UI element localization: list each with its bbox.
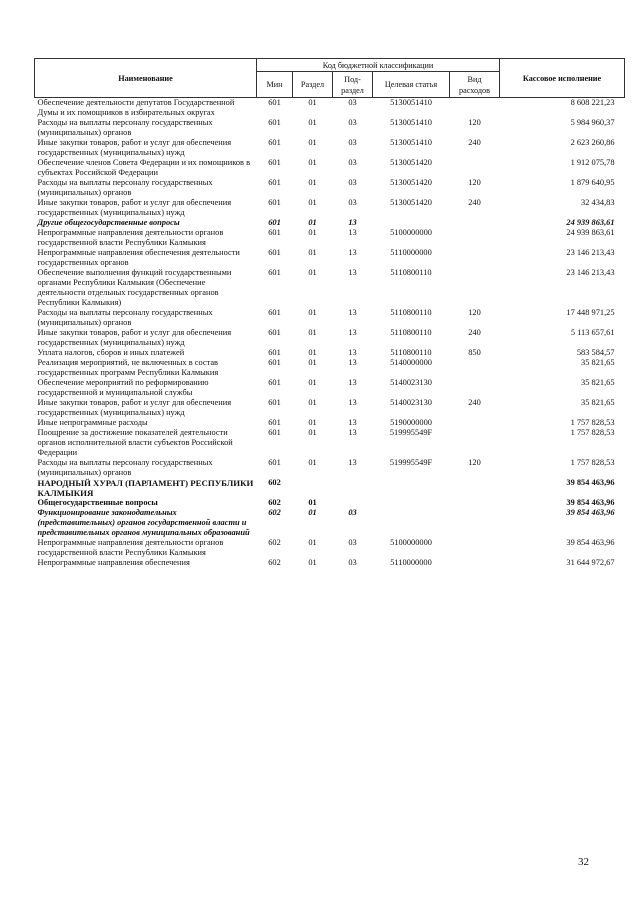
row-celevaya: 519995549F [389, 458, 433, 467]
row-razdel [293, 478, 333, 498]
row-celevaya: 5110800110 [390, 348, 432, 357]
row-podrazdel: 03 [348, 538, 357, 547]
row-razdel: 01 [308, 348, 317, 357]
table-row [35, 328, 625, 348]
row-celevaya: 5130051420 [390, 158, 432, 167]
row-sum: 39 854 463,96 [566, 538, 615, 547]
row-name: Расходы на выплаты персоналу государственных (муниципальных) органов [37, 118, 213, 137]
row-vid [450, 478, 500, 498]
row-name: Поощрение за достижение показателей деятельности органов исполнительной власти субъектов Российской Федерации [37, 428, 233, 457]
row-min: 601 [268, 118, 281, 127]
table-row [35, 498, 625, 508]
row-podrazdel: 13 [348, 268, 357, 277]
row-sum: 8 608 221,23 [570, 98, 615, 107]
row-vid [450, 228, 500, 248]
table-row [35, 458, 625, 478]
row-celevaya: 5130051410 [390, 138, 432, 147]
row-podrazdel: 13 [348, 328, 357, 337]
row-sum: 39 854 463,96 [566, 508, 615, 517]
row-min: 601 [268, 228, 281, 237]
row-min: 602 [268, 478, 281, 487]
row-vid [450, 218, 500, 228]
row-name: Иные закупки товаров, работ и услуг для обеспечения государственных (муниципальных) нужд [37, 198, 232, 217]
row-podrazdel: 13 [348, 458, 357, 467]
row-min: 601 [268, 378, 281, 387]
row-podrazdel: 13 [348, 428, 357, 437]
row-razdel: 01 [308, 268, 317, 277]
row-celevaya: 5110800110 [390, 328, 432, 337]
row-min: 601 [268, 428, 281, 437]
budget-table [34, 58, 625, 568]
row-razdel: 01 [308, 508, 317, 517]
row-sum: 17 448 971,25 [566, 308, 615, 317]
row-vid [450, 418, 500, 428]
row-podrazdel: 03 [348, 138, 357, 147]
table-row [35, 178, 625, 198]
row-sum: 1 912 075,78 [570, 158, 615, 167]
row-razdel: 01 [308, 308, 317, 317]
table-row [35, 218, 625, 228]
row-celevaya [373, 478, 450, 498]
row-vid: 240 [468, 138, 481, 147]
row-sum: 24 939 863,61 [566, 228, 615, 237]
row-podrazdel [333, 478, 373, 498]
row-min: 601 [268, 138, 281, 147]
row-min: 601 [268, 198, 281, 207]
table-row [35, 508, 625, 538]
table-row [35, 428, 625, 458]
row-razdel: 01 [308, 398, 317, 407]
row-vid [450, 248, 500, 268]
row-podrazdel: 03 [348, 508, 357, 517]
table-row [35, 118, 625, 138]
row-razdel: 01 [308, 458, 317, 467]
row-name: Расходы на выплаты персоналу государственных (муниципальных) органов [37, 178, 213, 197]
row-podrazdel: 03 [348, 118, 357, 127]
row-celevaya: 5140023130 [390, 398, 432, 407]
row-podrazdel: 13 [348, 358, 357, 367]
row-vid: 120 [468, 458, 481, 467]
row-podrazdel: 03 [348, 178, 357, 187]
header-vid: Вид расходов [450, 72, 500, 98]
row-razdel: 01 [308, 228, 317, 237]
row-name: Обеспечение выполнения функций государственными органами Республики Калмыкия (Обеспечение деятельности отдельных государственных органов Республики Калмыкия) [37, 268, 232, 307]
table-header [35, 59, 625, 98]
row-min: 601 [268, 308, 281, 317]
row-celevaya: 519995549F [389, 428, 433, 437]
header-celevaya: Целевая статья [373, 72, 450, 98]
row-razdel: 01 [308, 358, 317, 367]
row-name: Непрограммные направления деятельности органов государственной власти Республики Калмыкия [37, 228, 224, 247]
row-min: 602 [268, 498, 281, 507]
row-celevaya: 5110000000 [390, 558, 432, 567]
row-vid [450, 268, 500, 308]
row-sum: 5 984 960,37 [570, 118, 615, 127]
header-code-group: Код бюджетной классификации [257, 59, 500, 72]
row-sum: 39 854 463,96 [566, 498, 615, 507]
row-sum: 1 757 828,53 [570, 428, 615, 437]
table-body [35, 98, 625, 569]
row-vid: 850 [468, 348, 481, 357]
table-row [35, 358, 625, 378]
row-min: 601 [268, 158, 281, 167]
row-celevaya: 5130051410 [390, 98, 432, 107]
row-vid [450, 428, 500, 458]
row-name: Иные закупки товаров, работ и услуг для обеспечения государственных (муниципальных) нужд [37, 328, 232, 347]
row-min: 601 [268, 458, 281, 467]
row-razdel: 01 [308, 198, 317, 207]
row-vid [450, 498, 500, 508]
row-min: 601 [268, 358, 281, 367]
table-row [35, 268, 625, 308]
row-sum: 5 113 657,61 [570, 328, 615, 337]
header-min: Мин [257, 72, 293, 98]
table-row [35, 348, 625, 358]
row-min: 602 [268, 538, 281, 547]
row-razdel: 01 [308, 158, 317, 167]
row-min: 601 [268, 418, 281, 427]
table-row [35, 378, 625, 398]
header-podrazdel: Под-раздел [333, 72, 373, 98]
row-name: Непрограммные направления обеспечения [37, 558, 190, 567]
table-row [35, 308, 625, 328]
row-name: Общегосударственные вопросы [37, 498, 158, 507]
row-celevaya: 5110000000 [390, 248, 432, 257]
row-podrazdel: 13 [348, 418, 357, 427]
table-row [35, 228, 625, 248]
row-name: Другие общегосударственные вопросы [37, 218, 180, 227]
row-podrazdel: 13 [348, 398, 357, 407]
row-sum: 32 434,83 [581, 198, 615, 207]
row-min: 602 [268, 558, 281, 567]
table-row [35, 98, 625, 119]
row-min: 602 [268, 508, 281, 517]
row-celevaya: 5110800110 [390, 268, 432, 277]
header-razdel: Раздел [293, 72, 333, 98]
row-min: 601 [268, 218, 281, 227]
row-sum: 1 757 828,53 [570, 458, 615, 467]
row-min: 601 [268, 328, 281, 337]
row-podrazdel: 13 [348, 228, 357, 237]
row-sum: 1 879 640,95 [570, 178, 615, 187]
row-razdel: 01 [308, 218, 317, 227]
row-podrazdel: 03 [348, 198, 357, 207]
row-vid: 120 [468, 178, 481, 187]
row-name: НАРОДНЫЙ ХУРАЛ (ПАРЛАМЕНТ) РЕСПУБЛИКИ КАЛМЫКИЯ [37, 478, 254, 498]
row-name: Непрограммные направления обеспечения деятельности государственных органов [37, 248, 240, 267]
table-row [35, 158, 625, 178]
row-name: Функционирование законодательных (представительных) органов государственной власти и представительных органов муниципальных образований [37, 508, 250, 537]
row-name: Иные закупки товаров, работ и услуг для обеспечения государственных (муниципальных) нужд [37, 398, 232, 417]
row-vid: 240 [468, 398, 481, 407]
table-row [35, 418, 625, 428]
row-celevaya: 5190000000 [390, 418, 432, 427]
row-name: Обеспечение деятельности депутатов Государственной Думы и их помощников в избирательных округах [37, 98, 235, 117]
table-row [35, 248, 625, 268]
table-row [35, 398, 625, 418]
row-vid: 120 [468, 118, 481, 127]
row-min: 601 [268, 98, 281, 107]
row-razdel: 01 [308, 378, 317, 387]
row-podrazdel: 03 [348, 98, 357, 107]
row-razdel: 01 [308, 328, 317, 337]
row-sum: 35 821,65 [581, 398, 615, 407]
row-min: 601 [268, 398, 281, 407]
row-razdel: 01 [308, 138, 317, 147]
row-vid [450, 158, 500, 178]
row-name: Непрограммные направления деятельности органов государственной власти Республики Калмыкия [37, 538, 224, 557]
row-celevaya: 5100000000 [390, 228, 432, 237]
row-podrazdel: 13 [348, 378, 357, 387]
row-vid [450, 538, 500, 558]
row-podrazdel: 13 [348, 308, 357, 317]
row-vid: 240 [468, 328, 481, 337]
row-celevaya [373, 508, 450, 538]
header-kassovoe: Кассовое исполнение [500, 59, 625, 98]
row-sum: 24 939 863,61 [566, 218, 615, 227]
row-celevaya: 5130051420 [390, 198, 432, 207]
table-row [35, 558, 625, 568]
header-name: Наименование [35, 59, 257, 98]
row-razdel: 01 [308, 558, 317, 567]
row-vid [450, 508, 500, 538]
row-sum: 2 623 260,86 [570, 138, 615, 147]
row-razdel: 01 [308, 538, 317, 547]
row-podrazdel: 03 [348, 158, 357, 167]
row-name: Обеспечение мероприятий по реформированию государственной и муниципальной службы [37, 378, 209, 397]
row-name: Обеспечение членов Совета Федерации и их помощников в субъектах Российской Федерации [37, 158, 251, 177]
row-vid [450, 558, 500, 568]
row-podrazdel [333, 498, 373, 508]
row-celevaya: 5130051410 [390, 118, 432, 127]
row-razdel: 01 [308, 418, 317, 427]
row-celevaya: 5110800110 [390, 308, 432, 317]
row-vid [450, 378, 500, 398]
row-vid [450, 358, 500, 378]
row-vid: 240 [468, 198, 481, 207]
table-row [35, 478, 625, 498]
budget-document [34, 58, 624, 568]
row-podrazdel: 03 [348, 558, 357, 567]
page-number: 32 [578, 856, 589, 868]
table-row [35, 198, 625, 218]
row-name: Расходы на выплаты персоналу государственных (муниципальных) органов [37, 458, 213, 477]
row-sum: 35 821,65 [581, 378, 615, 387]
row-sum: 31 644 972,67 [566, 558, 615, 567]
row-name: Реализация мероприятий, не включенных в состав государственных программ Республики Калмыкия [37, 358, 219, 377]
row-celevaya: 5130051420 [390, 178, 432, 187]
row-min: 601 [268, 178, 281, 187]
row-celevaya: 5140023130 [390, 378, 432, 387]
row-razdel: 01 [308, 178, 317, 187]
row-podrazdel: 13 [348, 348, 357, 357]
row-sum: 1 757 828,53 [570, 418, 615, 427]
row-sum: 23 146 213,43 [566, 248, 615, 257]
row-name: Уплата налогов, сборов и иных платежей [37, 348, 185, 357]
row-sum: 23 146 213,43 [566, 268, 615, 277]
row-name: Иные закупки товаров, работ и услуг для обеспечения государственных (муниципальных) нужд [37, 138, 232, 157]
row-razdel: 01 [308, 118, 317, 127]
row-podrazdel: 13 [348, 248, 357, 257]
row-sum: 39 854 463,96 [566, 478, 615, 487]
table-row [35, 538, 625, 558]
row-min: 601 [268, 268, 281, 277]
row-celevaya [373, 218, 450, 228]
table-row [35, 138, 625, 158]
row-vid: 120 [468, 308, 481, 317]
row-razdel: 01 [308, 248, 317, 257]
row-razdel: 01 [308, 98, 317, 107]
row-name: Иные непрограммные расходы [37, 418, 148, 427]
row-razdel: 01 [308, 498, 317, 507]
row-celevaya: 5140000000 [390, 358, 432, 367]
row-celevaya: 5100000000 [390, 538, 432, 547]
row-sum: 583 584,57 [576, 348, 615, 357]
row-name: Расходы на выплаты персоналу государственных (муниципальных) органов [37, 308, 213, 327]
row-sum: 35 821,65 [581, 358, 615, 367]
row-celevaya [373, 498, 450, 508]
row-podrazdel: 13 [348, 218, 357, 227]
row-razdel: 01 [308, 428, 317, 437]
row-min: 601 [268, 248, 281, 257]
row-vid [450, 98, 500, 119]
row-min: 601 [268, 348, 281, 357]
